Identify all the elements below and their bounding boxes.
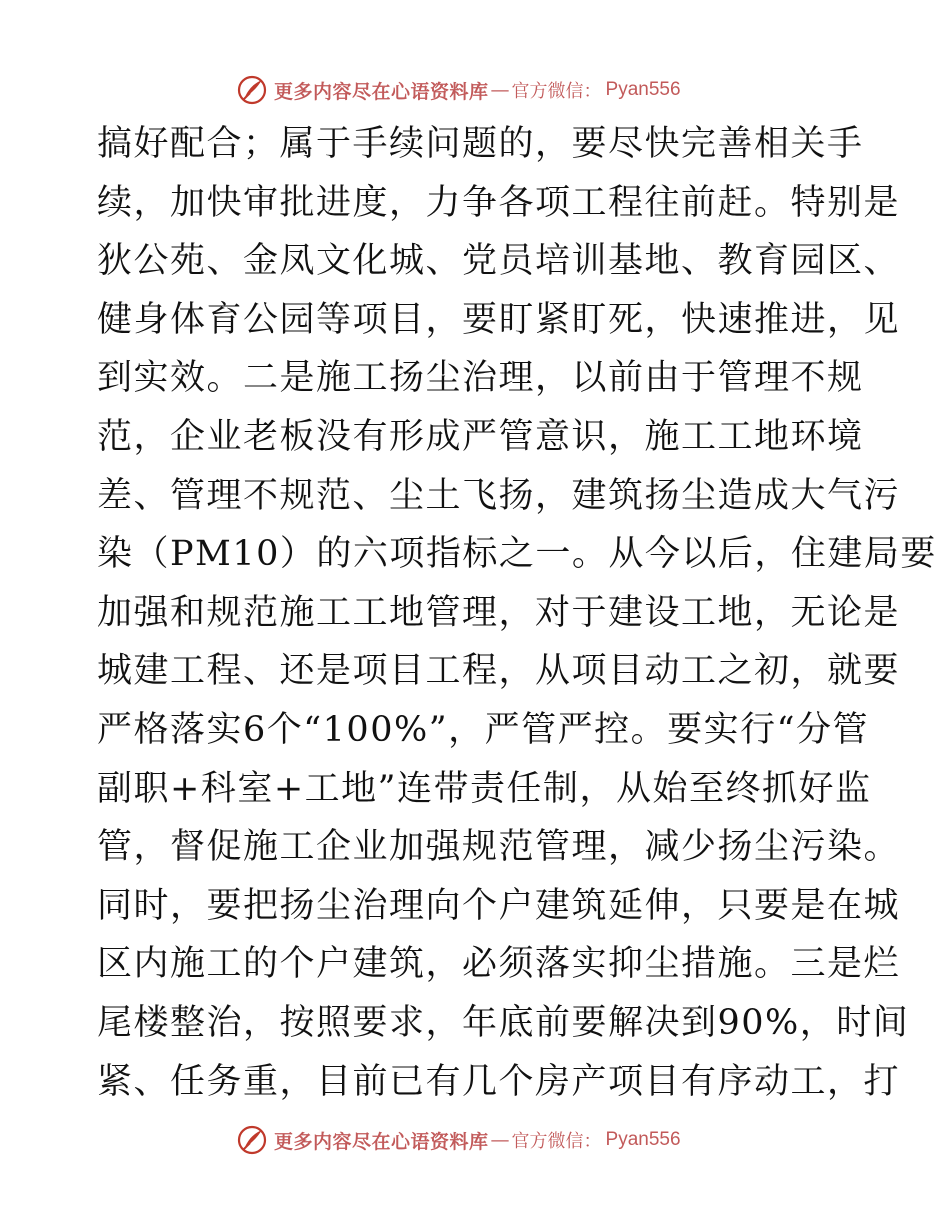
text-line: 区内施工的个户建筑，必须落实抑尘措施。三是烂 (97, 944, 901, 985)
text-line: 副职+科室+工地”连带责任制，从始至终抓好监 (97, 768, 872, 809)
text-line: 紧、任务重，目前已有几个房产项目有序动工，打 (97, 1061, 901, 1102)
text-line: 城建工程、还是项目工程，从项目动工之初，就要 (97, 651, 901, 692)
text-line: 差、管理不规范、尘土飞扬，建筑扬尘造成大气污 (97, 475, 901, 516)
watermark-dash: — (490, 79, 510, 101)
watermark-text: 更多内容尽在心语资料库 (274, 80, 489, 103)
watermark-wechat-id: Pyan556 (605, 79, 681, 100)
footer-watermark (236, 1123, 681, 1157)
watermark-wechat-id: Pyan556 (605, 1129, 681, 1150)
header-watermark (236, 73, 681, 107)
feather-pen-logo-icon (236, 74, 268, 106)
watermark-dash: — (490, 1129, 510, 1151)
watermark-wechat-label: 官方微信： (511, 81, 602, 102)
watermark-wechat-label: 官方微信： (511, 1131, 602, 1152)
watermark-text: 更多内容尽在心语资料库 (274, 1130, 489, 1153)
feather-pen-logo-icon (236, 1124, 268, 1156)
text-line: 尾楼整治，按照要求，年底前要解决到90%，时间 (97, 1002, 910, 1043)
text-line: 加强和规范施工工地管理，对于建设工地，无论是 (97, 592, 901, 633)
text-line: 严格落实6个“100%”，严管严控。要实行“分管 (97, 709, 870, 750)
text-line: 健身体育公园等项目，要盯紧盯死，快速推进，见 (97, 299, 901, 340)
document-body (97, 115, 937, 1111)
text-line: 续，加快审批进度，力争各项工程往前赶。特别是 (97, 182, 901, 223)
text-line: 范，企业老板没有形成严管意识，施工工地环境 (97, 416, 864, 457)
text-line: 染（PM10）的六项指标之一。从今以后，住建局要 (97, 534, 937, 575)
text-line: 到实效。二是施工扬尘治理，以前由于管理不规 (97, 358, 864, 399)
text-line: 狄公苑、金凤文化城、党员培训基地、教育园区、 (97, 241, 901, 282)
text-line: 搞好配合；属于手续问题的，要尽快完善相关手 (97, 124, 864, 164)
text-line: 管，督促施工企业加强规范管理，减少扬尘污染。 (97, 827, 901, 868)
text-line: 同时，要把扬尘治理向个户建筑延伸，只要是在城 (97, 885, 901, 926)
